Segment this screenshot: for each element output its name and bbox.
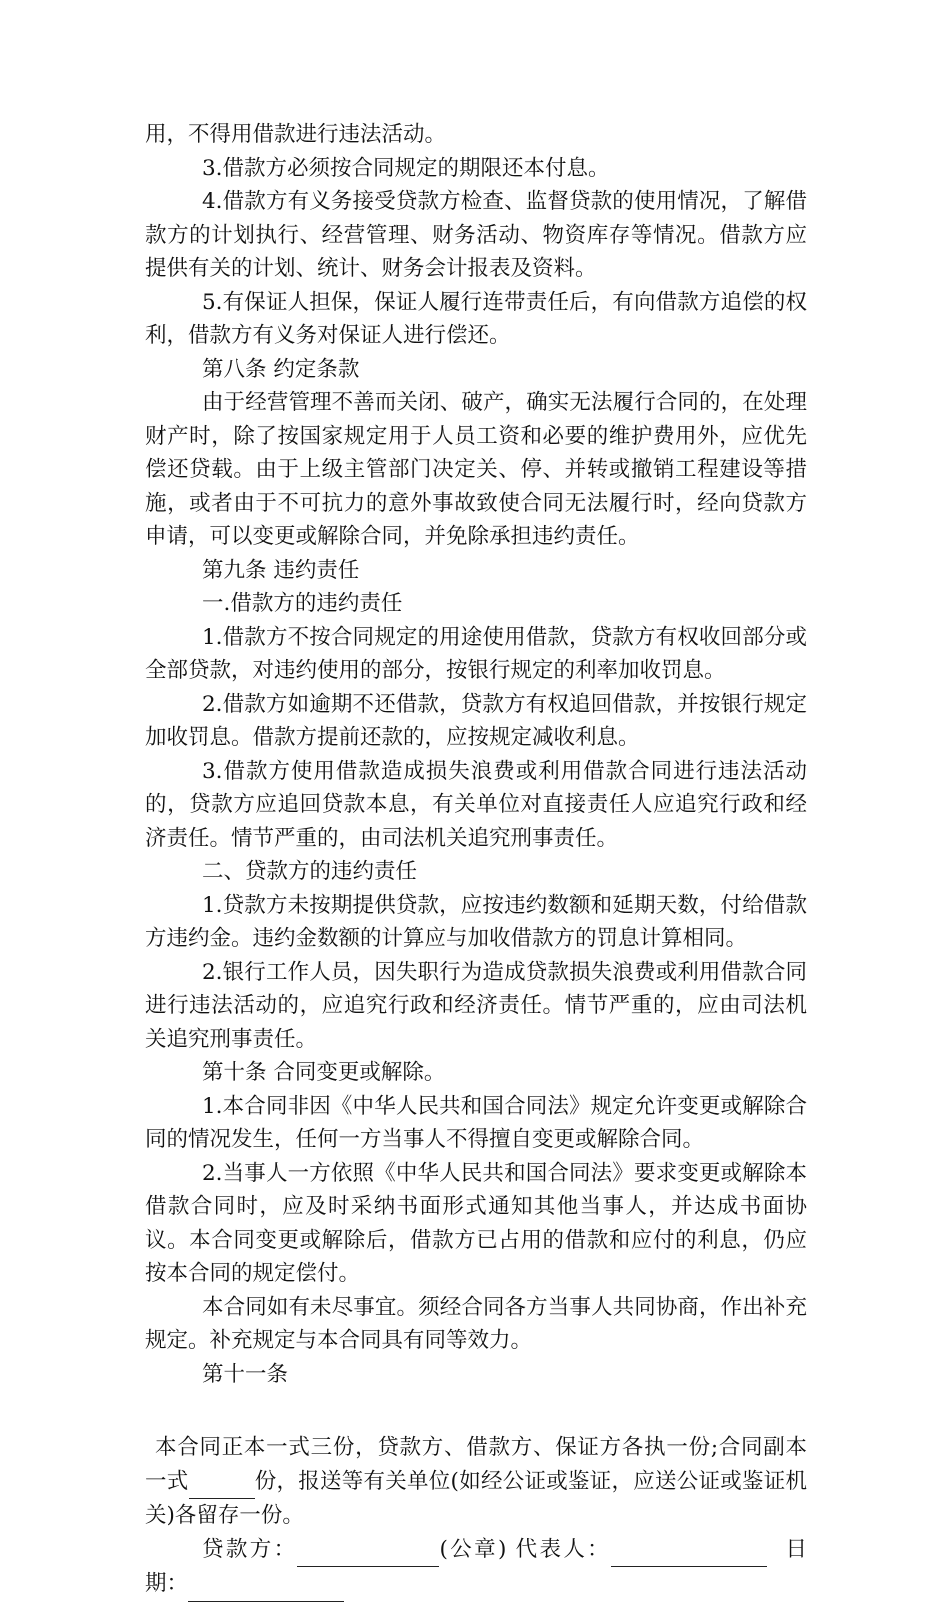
signature-line [145, 1533, 807, 1602]
contract-body [145, 118, 807, 1602]
article-9-2-1: 1.贷款方未按期提供贷款，应按违约数额和延期天数，付给借款方违约金。违约金数额的计算应与加收借款方的罚息计算相同。 [145, 892, 807, 951]
lender-blank [297, 1533, 439, 1568]
article-9-1-3: 3.借款方使用借款造成损失浪费或利用借款合同进行违法活动的，贷款方应追回贷款本息，有关单位对直接责任人应追究行政和经济责任。情节严重的，由司法机关追究刑事责任。 [145, 758, 807, 851]
article-9-section-1-heading: 一.借款方的违约责任 [202, 591, 403, 616]
article-9-1-1: 1.借款方不按合同规定的用途使用借款，贷款方有权收回部分或全部贷款，对违约使用的部分，按银行规定的利率加收罚息。 [145, 624, 807, 683]
article-10-heading: 第十条 合同变更或解除。 [202, 1060, 446, 1085]
representative-blank [611, 1533, 767, 1568]
article-9-2-2: 2.银行工作人员，因失职行为造成贷款损失浪费或利用借款合同进行违法活动的，应追究行政和经济责任。情节严重的，应由司法机关追究刑事责任。 [145, 959, 807, 1052]
supplementary-clause: 本合同如有未尽事宜。须经合同各方当事人共同协商，作出补充规定。补充规定与本合同具有同等效力。 [145, 1294, 807, 1353]
copies-count-blank [189, 1465, 255, 1500]
copies-text-1: 本合同正本一式三份，贷款方、借款方、保证方各执一份;合同副本一式 [145, 1435, 807, 1494]
representative-label: 代表人： [515, 1536, 612, 1562]
article-11-heading: 第十一条 [202, 1361, 289, 1387]
date-label: 日期： [145, 1536, 807, 1596]
article-10-1: 1.本合同非因《中华人民共和国合同法》规定允许变更或解除合同的情况发生，任何一方当事人不得擅自变更或解除合同。 [145, 1093, 807, 1152]
clause-7-5: 5.有保证人担保，保证人履行连带责任后，有向借款方追偿的权利，借款方有义务对保证人进行偿还。 [145, 289, 807, 348]
seal-label: (公章) [439, 1536, 507, 1562]
article-9-section-2-heading: 二、贷款方的违约责任 [202, 859, 418, 884]
copies-text-2: 份，报送等有关单位(如经公证或鉴证，应送公证或鉴证机关)各留存一份。 [145, 1468, 807, 1528]
article-10-2: 2.当事人一方依照《中华人民共和国合同法》要求变更或解除本借款合同时，应及时采纳书面形式通知其他当事人，并达成书面协议。本合同变更或解除后，借款方已占用的借款和应付的利息，仍应按本合同的规定偿付。 [145, 1160, 807, 1286]
article-8-body: 由于经营管理不善而关闭、破产，确实无法履行合同的，在处理财产时，除了按国家规定用于人员工资和必要的维护费用外，应优先偿还贷载。由于上级主管部门决定关、停、并转或撤销工程建设等措施，或者由于不可抗力的意外事故致使合同无法履行时，经向贷款方申请，可以变更或解除合同，并免除承担违约责任。 [145, 390, 807, 549]
article-9-heading: 第九条 违约责任 [202, 557, 360, 583]
clause-7-4: 4.借款方有义务接受贷款方检查、监督贷款的使用情况，了解借款方的计划执行、经营管理、财务活动、物资库存等情况。借款方应提供有关的计划、统计、财务会计报表及资料。 [145, 189, 807, 281]
copies-clause [145, 1431, 807, 1533]
spacer [145, 1391, 807, 1431]
article-9-1-2: 2.借款方如逾期不还借款，贷款方有权追回借款，并按银行规定加收罚息。借款方提前还款的，应按规定减收利息。 [145, 691, 807, 750]
article-8-heading: 第八条 约定条款 [202, 356, 360, 382]
paragraph-continuation: 用，不得用借款进行违法活动。 [145, 122, 447, 147]
clause-7-3: 3.借款方必须按合同规定的期限还本付息。 [202, 155, 610, 181]
date-blank [188, 1567, 344, 1602]
lender-label: 贷款方： [202, 1536, 298, 1562]
